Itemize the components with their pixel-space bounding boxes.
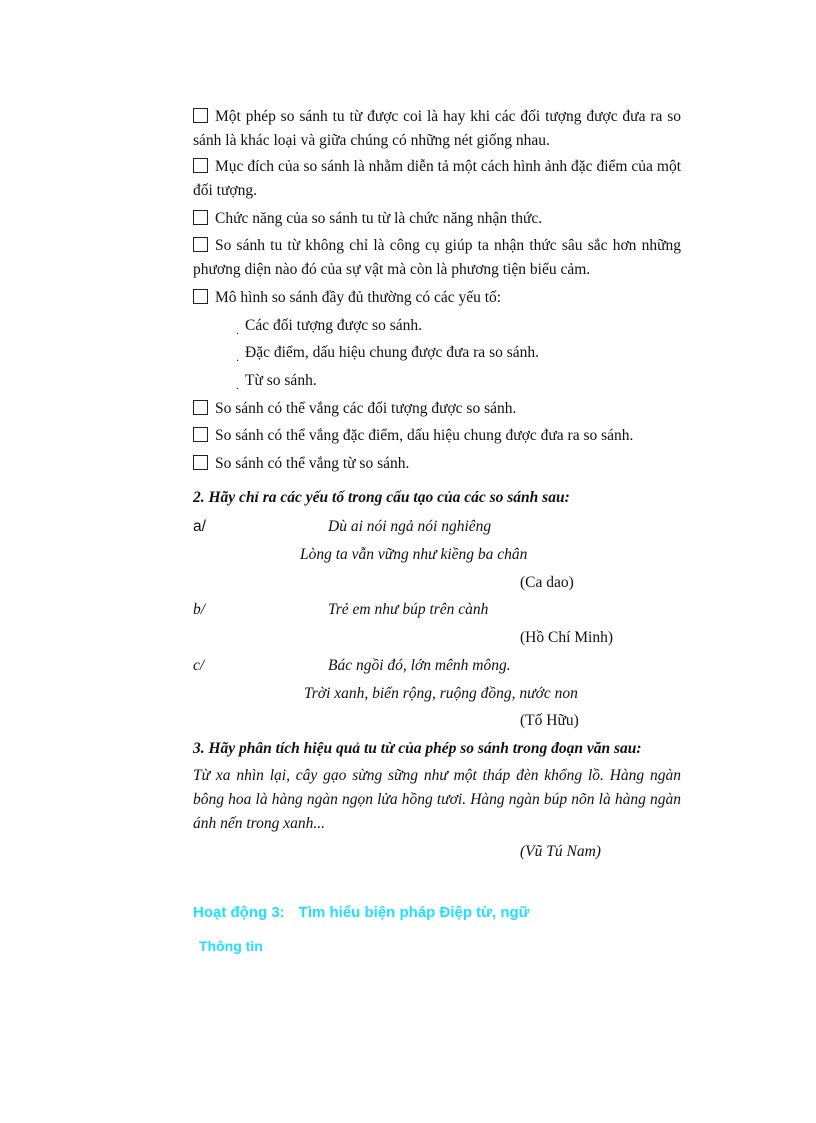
statement-item-7 <box>193 426 633 446</box>
statement-item-2 <box>193 155 681 203</box>
sub-item-text: Đặc điểm, dấu hiệu chung được đưa ra so sánh. <box>245 344 540 361</box>
statement-item-1 <box>193 105 681 153</box>
statement-item-3 <box>193 207 681 231</box>
checkbox-8[interactable] <box>193 455 208 470</box>
poem-c-line-2: Trời xanh, biển rộng, ruộng đồng, nước non <box>304 685 578 702</box>
question-2-heading: 2. Hãy chỉ ra các yếu tố trong cấu tạo của các so sánh sau: <box>193 489 570 506</box>
poem-b-line-1: Trẻ em như búp trên cành <box>328 601 489 618</box>
checkbox-4[interactable] <box>193 237 208 252</box>
activity-heading <box>193 904 530 921</box>
poem-a-source: (Ca dao) <box>520 574 574 591</box>
statement-text-2: Mục đích của so sánh là nhằm diễn tả một cách hình ảnh đặc điểm của một đối tượng. <box>193 158 681 199</box>
statement-text-8: So sánh có thể vắng từ so sánh. <box>215 455 410 472</box>
poem-c-label: c/ <box>193 657 205 674</box>
statement-text-6: So sánh có thể vắng các đối tượng được so sánh. <box>215 400 517 417</box>
poem-b-label: b/ <box>193 601 206 618</box>
checkbox-3[interactable] <box>193 210 208 225</box>
checkbox-6[interactable] <box>193 400 208 415</box>
poem-c-line-1: Bác ngồi đó, lớn mênh mông. <box>328 657 511 674</box>
statement-item-5 <box>193 286 681 310</box>
checkbox-5[interactable] <box>193 289 208 304</box>
checkbox-1[interactable] <box>193 108 208 123</box>
poem-b-source: (Hồ Chí Minh) <box>520 629 613 646</box>
checkbox-2[interactable] <box>193 158 208 173</box>
statement-item-8 <box>193 454 409 474</box>
poem-c-source: (Tố Hữu) <box>520 712 579 729</box>
activity-title: Tìm hiểu biện pháp Điệp từ, ngữ <box>298 904 530 921</box>
poem-a-label: a/ <box>193 518 206 535</box>
sub-item-text: Từ so sánh. <box>245 372 317 389</box>
poem-a-line-1: Dù ai nói ngả nói nghiêng <box>328 518 492 535</box>
sub-item-2 <box>236 343 539 367</box>
bullet-mark: . <box>236 323 239 337</box>
statement-text-7: So sánh có thể vắng đặc điểm, dấu hiệu chung được đưa ra so sánh. <box>215 427 634 444</box>
question-3-passage: Từ xa nhìn lại, cây gạo sừng sững như một tháp đèn khổng lồ. Hàng ngàn bông hoa là hàng ngàn ngọn lửa hồng tươi. Hàng ngàn búp nõn là hàng ngàn ánh nến trong xanh... <box>193 767 681 832</box>
bullet-mark: . <box>236 350 239 364</box>
sub-item-text: Các đối tượng được so sánh. <box>245 317 422 334</box>
checkbox-7[interactable] <box>193 427 208 442</box>
question-3-heading: 3. Hãy phân tích hiệu quả tu từ của phép so sánh trong đoạn văn sau: <box>193 740 642 757</box>
sub-item-1 <box>236 316 422 340</box>
poem-a-line-2: Lòng ta vẫn vững như kiềng ba chân <box>300 546 528 563</box>
activity-label: Hoạt động 3: <box>193 904 285 921</box>
statement-text-3: Chức năng của so sánh tu từ là chức năng nhận thức. <box>215 210 543 227</box>
question-3-source: (Vũ Tú Nam) <box>520 843 601 860</box>
sub-item-3 <box>236 371 317 395</box>
statement-text-4: So sánh tu từ không chỉ là công cụ giúp ta nhận thức sâu sắc hơn những phương diện nào đó của sự vật mà còn là phương tiện biểu cảm. <box>193 237 681 278</box>
statement-item-4 <box>193 234 681 282</box>
statement-item-6 <box>193 399 516 419</box>
bullet-mark: . <box>236 378 239 392</box>
statement-text-5: Mô hình so sánh đầy đủ thường có các yếu tố: <box>215 289 502 306</box>
info-subheading: Thông tin <box>199 938 263 954</box>
statement-text-1: Một phép so sánh tu từ được coi là hay khi các đối tượng được đưa ra so sánh là khác loại và giữa chúng có những nét giống nhau. <box>193 108 681 149</box>
